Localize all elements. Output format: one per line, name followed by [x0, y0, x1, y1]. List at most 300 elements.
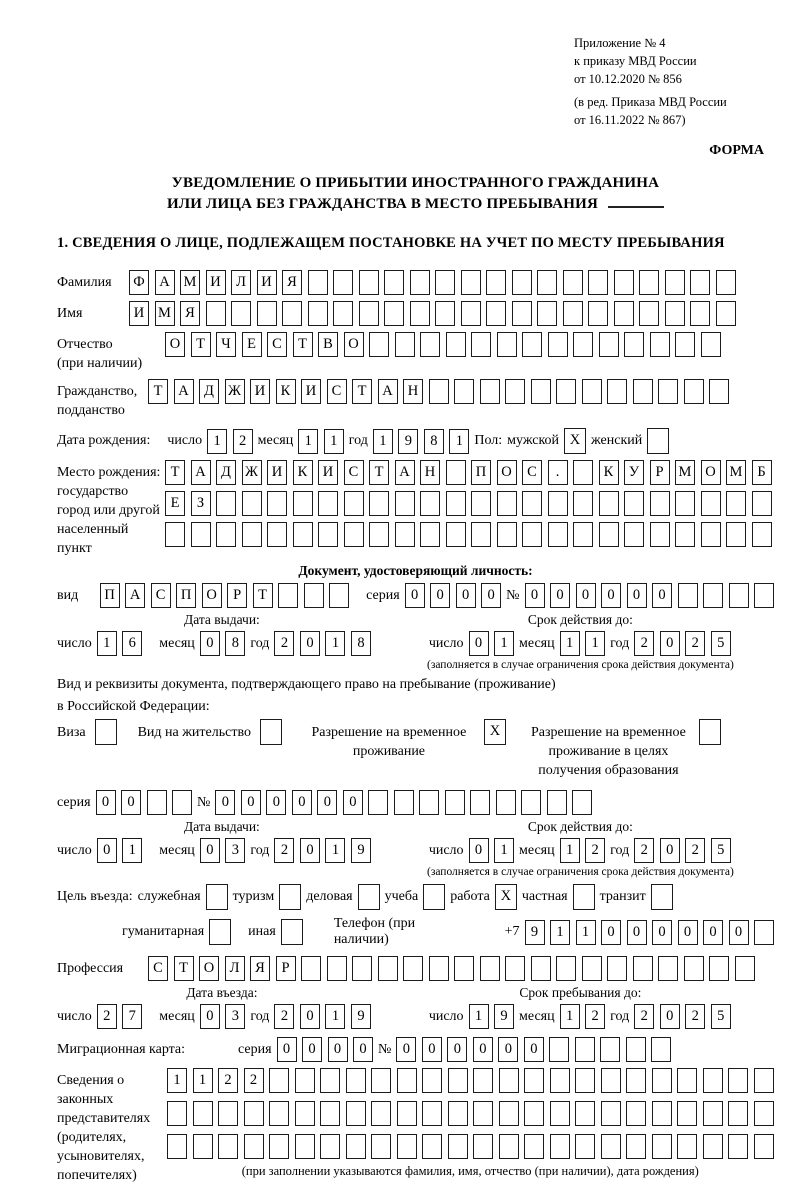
cell[interactable]	[650, 332, 670, 357]
cell[interactable]	[395, 332, 415, 357]
cell[interactable]	[601, 1068, 621, 1093]
cell[interactable]: П	[471, 460, 491, 485]
cell[interactable]: М	[180, 270, 200, 295]
cell[interactable]	[701, 332, 721, 357]
cell[interactable]	[675, 522, 695, 547]
cell[interactable]	[709, 956, 729, 981]
cell[interactable]: Т	[174, 956, 194, 981]
cell[interactable]: С	[267, 332, 287, 357]
cell[interactable]	[677, 1068, 697, 1093]
cell[interactable]	[422, 1068, 442, 1093]
cell[interactable]: 8	[351, 631, 371, 656]
cell[interactable]	[242, 522, 262, 547]
birth-day-input[interactable]	[207, 429, 253, 454]
cell[interactable]	[371, 1101, 391, 1126]
cell[interactable]: 2	[274, 838, 294, 863]
cell[interactable]: 0	[121, 790, 141, 815]
cell[interactable]	[665, 301, 685, 326]
cell[interactable]	[573, 460, 593, 485]
cell[interactable]: 2	[585, 838, 605, 863]
cell[interactable]: 0	[456, 583, 476, 608]
identity-issue-day-input[interactable]	[97, 631, 143, 656]
cell[interactable]	[678, 583, 698, 608]
cell[interactable]	[369, 491, 389, 516]
cell[interactable]	[524, 1101, 544, 1126]
cell[interactable]: 2	[634, 631, 654, 656]
cell[interactable]	[295, 1101, 315, 1126]
cell[interactable]	[344, 491, 364, 516]
cell[interactable]: 0	[300, 838, 320, 863]
cell[interactable]: Я	[250, 956, 270, 981]
identity-issue-month-input[interactable]	[200, 631, 246, 656]
cell[interactable]	[728, 1101, 748, 1126]
cell[interactable]	[599, 332, 619, 357]
cell[interactable]: 1	[560, 631, 580, 656]
cell[interactable]: С	[522, 460, 542, 485]
cell[interactable]	[524, 1068, 544, 1093]
cell[interactable]: 2	[634, 1004, 654, 1029]
cell[interactable]: 3	[225, 1004, 245, 1029]
cell[interactable]: 0	[660, 631, 680, 656]
cell[interactable]	[295, 1134, 315, 1159]
cell[interactable]	[512, 270, 532, 295]
cell[interactable]	[752, 522, 772, 547]
representatives-line3-input[interactable]	[167, 1134, 774, 1159]
visa-checkbox[interactable]	[95, 719, 117, 745]
checkbox-cell[interactable]: X	[495, 884, 517, 910]
cell[interactable]: Ж	[225, 379, 245, 404]
cell[interactable]	[346, 1068, 366, 1093]
cell[interactable]: Р	[276, 956, 296, 981]
cell[interactable]	[639, 301, 659, 326]
cell[interactable]: 0	[241, 790, 261, 815]
checkbox-cell[interactable]: X	[564, 428, 586, 454]
cell[interactable]	[397, 1134, 417, 1159]
cell[interactable]	[524, 1134, 544, 1159]
cell[interactable]	[588, 270, 608, 295]
cell[interactable]	[167, 1101, 187, 1126]
cell[interactable]	[626, 1134, 646, 1159]
cell[interactable]: 2	[244, 1068, 264, 1093]
cell[interactable]	[650, 522, 670, 547]
cell[interactable]: 0	[302, 1037, 322, 1062]
birth-month-input[interactable]	[298, 429, 344, 454]
cell[interactable]	[496, 790, 516, 815]
cell[interactable]: З	[191, 491, 211, 516]
cell[interactable]: А	[378, 379, 398, 404]
cell[interactable]	[308, 270, 328, 295]
cell[interactable]	[333, 270, 353, 295]
cell[interactable]	[333, 301, 353, 326]
cell[interactable]: И	[301, 379, 321, 404]
representatives-line2-input[interactable]	[167, 1101, 774, 1126]
cell[interactable]	[690, 301, 710, 326]
checkbox-cell[interactable]	[358, 884, 380, 910]
cell[interactable]	[269, 1134, 289, 1159]
cell[interactable]: 0	[200, 1004, 220, 1029]
cell[interactable]	[242, 491, 262, 516]
cell[interactable]	[728, 1134, 748, 1159]
cell[interactable]	[703, 1101, 723, 1126]
cell[interactable]	[218, 1134, 238, 1159]
cell[interactable]	[231, 301, 251, 326]
identity-expiry-year-input[interactable]	[634, 631, 731, 656]
cell[interactable]: 0	[96, 790, 116, 815]
cell[interactable]: 0	[430, 583, 450, 608]
cell[interactable]	[371, 1068, 391, 1093]
cell[interactable]: 2	[685, 1004, 705, 1029]
checkbox-cell[interactable]	[260, 719, 282, 745]
residence-issue-year-input[interactable]	[274, 838, 371, 863]
cell[interactable]	[572, 790, 592, 815]
cell[interactable]: 2	[685, 631, 705, 656]
identity-expiry-month-input[interactable]	[560, 631, 606, 656]
cell[interactable]: 3	[225, 838, 245, 863]
cell[interactable]	[446, 522, 466, 547]
cell[interactable]	[435, 301, 455, 326]
cell[interactable]: 1	[494, 631, 514, 656]
cell[interactable]	[471, 522, 491, 547]
cell[interactable]	[193, 1101, 213, 1126]
cell[interactable]: Б	[752, 460, 772, 485]
cell[interactable]: Р	[227, 583, 247, 608]
cell[interactable]: 0	[525, 583, 545, 608]
cell[interactable]: 0	[396, 1037, 416, 1062]
cell[interactable]	[531, 379, 551, 404]
cell[interactable]	[716, 301, 736, 326]
cell[interactable]	[295, 1068, 315, 1093]
cell[interactable]: 0	[601, 920, 621, 945]
cell[interactable]	[701, 491, 721, 516]
cell[interactable]	[556, 956, 576, 981]
cell[interactable]: П	[100, 583, 120, 608]
cell[interactable]	[550, 1068, 570, 1093]
cell[interactable]	[454, 379, 474, 404]
checkbox-cell[interactable]: X	[484, 719, 506, 745]
cell[interactable]	[216, 522, 236, 547]
cell[interactable]: К	[293, 460, 313, 485]
cell[interactable]	[395, 522, 415, 547]
birthplace-line1-input[interactable]	[165, 460, 772, 485]
cell[interactable]: Е	[165, 491, 185, 516]
cell[interactable]	[267, 522, 287, 547]
cell[interactable]: 0	[447, 1037, 467, 1062]
cell[interactable]	[754, 583, 774, 608]
cell[interactable]	[461, 270, 481, 295]
cell[interactable]	[480, 379, 500, 404]
cell[interactable]	[752, 491, 772, 516]
cell[interactable]	[658, 379, 678, 404]
cell[interactable]	[728, 1068, 748, 1093]
cell[interactable]: 1	[167, 1068, 187, 1093]
cell[interactable]: 1	[469, 1004, 489, 1029]
cell[interactable]: Н	[420, 460, 440, 485]
cell[interactable]	[582, 379, 602, 404]
cell[interactable]: 0	[215, 790, 235, 815]
cell[interactable]	[575, 1101, 595, 1126]
cell[interactable]: 1	[324, 429, 344, 454]
checkbox-cell[interactable]	[699, 719, 721, 745]
cell[interactable]: Я	[282, 270, 302, 295]
cell[interactable]: И	[129, 301, 149, 326]
purpose-work-checkbox[interactable]	[495, 884, 517, 910]
stay-until-year-input[interactable]	[634, 1004, 731, 1029]
cell[interactable]	[497, 522, 517, 547]
temp-residence-education-checkbox[interactable]	[699, 719, 721, 745]
cell[interactable]: 1	[560, 838, 580, 863]
cell[interactable]	[588, 301, 608, 326]
sex-female-checkbox[interactable]	[647, 428, 669, 454]
cell[interactable]	[244, 1134, 264, 1159]
cell[interactable]	[582, 956, 602, 981]
cell[interactable]	[652, 1101, 672, 1126]
cell[interactable]: Т	[148, 379, 168, 404]
cell[interactable]	[486, 270, 506, 295]
cell[interactable]: И	[206, 270, 226, 295]
cell[interactable]: 0	[200, 838, 220, 863]
checkbox-cell[interactable]	[647, 428, 669, 454]
cell[interactable]	[147, 790, 167, 815]
cell[interactable]: С	[344, 460, 364, 485]
cell[interactable]	[473, 1134, 493, 1159]
cell[interactable]	[318, 522, 338, 547]
cell[interactable]	[556, 379, 576, 404]
cell[interactable]: А	[191, 460, 211, 485]
cell[interactable]	[446, 491, 466, 516]
cell[interactable]: 2	[585, 1004, 605, 1029]
cell[interactable]	[320, 1068, 340, 1093]
cell[interactable]: 0	[469, 631, 489, 656]
patronymic-input[interactable]	[165, 332, 721, 357]
cell[interactable]: 2	[274, 1004, 294, 1029]
cell[interactable]	[359, 301, 379, 326]
cell[interactable]	[512, 301, 532, 326]
cell[interactable]: Д	[216, 460, 236, 485]
cell[interactable]: Т	[352, 379, 372, 404]
cell[interactable]	[257, 301, 277, 326]
cell[interactable]	[410, 301, 430, 326]
citizenship-input[interactable]	[148, 379, 729, 404]
cell[interactable]	[522, 332, 542, 357]
cell[interactable]: 0	[660, 1004, 680, 1029]
cell[interactable]: М	[726, 460, 746, 485]
purpose-other-checkbox[interactable]	[281, 919, 303, 945]
cell[interactable]: С	[148, 956, 168, 981]
cell[interactable]: Ж	[242, 460, 262, 485]
cell[interactable]: Т	[369, 460, 389, 485]
cell[interactable]	[690, 270, 710, 295]
cell[interactable]: 1	[449, 429, 469, 454]
cell[interactable]	[278, 583, 298, 608]
cell[interactable]: 1	[550, 920, 570, 945]
cell[interactable]: О	[497, 460, 517, 485]
cell[interactable]: 2	[233, 429, 253, 454]
cell[interactable]	[522, 491, 542, 516]
cell[interactable]	[633, 956, 653, 981]
cell[interactable]	[563, 301, 583, 326]
cell[interactable]: 0	[652, 583, 672, 608]
cell[interactable]	[633, 379, 653, 404]
cell[interactable]	[665, 270, 685, 295]
cell[interactable]: И	[257, 270, 277, 295]
checkbox-cell[interactable]	[95, 719, 117, 745]
phone-input[interactable]	[525, 920, 775, 945]
cell[interactable]	[308, 301, 328, 326]
cell[interactable]: О	[202, 583, 222, 608]
cell[interactable]	[531, 956, 551, 981]
purpose-study-checkbox[interactable]	[423, 884, 445, 910]
cell[interactable]	[471, 491, 491, 516]
doc-series-input[interactable]	[405, 583, 502, 608]
cell[interactable]: 0	[550, 583, 570, 608]
residence-permit-checkbox[interactable]	[260, 719, 282, 745]
cell[interactable]: 0	[405, 583, 425, 608]
cell[interactable]: О	[165, 332, 185, 357]
checkbox-cell[interactable]	[206, 884, 228, 910]
cell[interactable]	[599, 491, 619, 516]
checkbox-cell[interactable]	[573, 884, 595, 910]
cell[interactable]	[624, 522, 644, 547]
cell[interactable]: 2	[274, 631, 294, 656]
cell[interactable]: 9	[494, 1004, 514, 1029]
cell[interactable]: Т	[293, 332, 313, 357]
cell[interactable]: 0	[300, 1004, 320, 1029]
cell[interactable]: К	[276, 379, 296, 404]
cell[interactable]: 9	[351, 838, 371, 863]
cell[interactable]: 1	[325, 838, 345, 863]
cell[interactable]	[473, 1101, 493, 1126]
cell[interactable]	[614, 301, 634, 326]
purpose-business-checkbox[interactable]	[358, 884, 380, 910]
cell[interactable]: 9	[398, 429, 418, 454]
cell[interactable]: Л	[225, 956, 245, 981]
cell[interactable]	[369, 332, 389, 357]
cell[interactable]	[684, 379, 704, 404]
cell[interactable]	[448, 1068, 468, 1093]
cell[interactable]: 1	[325, 631, 345, 656]
cell[interactable]	[269, 1101, 289, 1126]
cell[interactable]	[473, 1068, 493, 1093]
cell[interactable]: 6	[122, 631, 142, 656]
birth-year-input[interactable]	[373, 429, 470, 454]
cell[interactable]: Л	[231, 270, 251, 295]
cell[interactable]: И	[267, 460, 287, 485]
cell[interactable]: 0	[200, 631, 220, 656]
residence-issue-day-input[interactable]	[97, 838, 143, 863]
cell[interactable]: 0	[498, 1037, 518, 1062]
cell[interactable]	[677, 1101, 697, 1126]
cell[interactable]	[754, 920, 774, 945]
cell[interactable]	[165, 522, 185, 547]
cell[interactable]	[537, 301, 557, 326]
cell[interactable]: 1	[494, 838, 514, 863]
cell[interactable]	[505, 956, 525, 981]
cell[interactable]	[269, 1068, 289, 1093]
cell[interactable]	[550, 1101, 570, 1126]
cell[interactable]	[327, 956, 347, 981]
cell[interactable]: 0	[601, 583, 621, 608]
cell[interactable]: С	[151, 583, 171, 608]
cell[interactable]	[420, 332, 440, 357]
cell[interactable]	[658, 956, 678, 981]
cell[interactable]	[703, 1134, 723, 1159]
cell[interactable]	[675, 491, 695, 516]
identity-expiry-day-input[interactable]	[469, 631, 515, 656]
cell[interactable]	[454, 956, 474, 981]
cell[interactable]	[729, 583, 749, 608]
cell[interactable]: 1	[373, 429, 393, 454]
cell[interactable]	[754, 1101, 774, 1126]
birthplace-line2-input[interactable]	[165, 491, 772, 516]
cell[interactable]	[448, 1101, 468, 1126]
cell[interactable]	[329, 583, 349, 608]
cell[interactable]	[206, 301, 226, 326]
cell[interactable]	[754, 1068, 774, 1093]
cell[interactable]: 0	[652, 920, 672, 945]
cell[interactable]: И	[250, 379, 270, 404]
cell[interactable]: 1	[325, 1004, 345, 1029]
cell[interactable]: М	[675, 460, 695, 485]
entry-day-input[interactable]	[97, 1004, 143, 1029]
cell[interactable]: 0	[627, 920, 647, 945]
cell[interactable]: 1	[207, 429, 227, 454]
cell[interactable]: 5	[711, 1004, 731, 1029]
cell[interactable]: 0	[266, 790, 286, 815]
cell[interactable]	[726, 491, 746, 516]
cell[interactable]	[548, 332, 568, 357]
cell[interactable]	[167, 1134, 187, 1159]
sex-male-checkbox[interactable]	[564, 428, 586, 454]
cell[interactable]	[282, 301, 302, 326]
cell[interactable]: 1	[560, 1004, 580, 1029]
cell[interactable]: 0	[660, 838, 680, 863]
cell[interactable]	[754, 1134, 774, 1159]
profession-input[interactable]	[148, 956, 755, 981]
cell[interactable]	[547, 790, 567, 815]
purpose-official-checkbox[interactable]	[206, 884, 228, 910]
cell[interactable]	[352, 956, 372, 981]
cell[interactable]	[626, 1101, 646, 1126]
cell[interactable]: 0	[97, 838, 117, 863]
cell[interactable]	[563, 270, 583, 295]
cell[interactable]	[626, 1037, 646, 1062]
cell[interactable]	[735, 956, 755, 981]
cell[interactable]: 0	[422, 1037, 442, 1062]
cell[interactable]	[172, 790, 192, 815]
cell[interactable]	[368, 790, 388, 815]
cell[interactable]	[471, 332, 491, 357]
cell[interactable]: 0	[292, 790, 312, 815]
cell[interactable]: О	[199, 956, 219, 981]
cell[interactable]	[378, 956, 398, 981]
cell[interactable]	[470, 790, 490, 815]
cell[interactable]	[191, 522, 211, 547]
cell[interactable]	[651, 1037, 671, 1062]
cell[interactable]	[521, 790, 541, 815]
cell[interactable]	[320, 1134, 340, 1159]
cell[interactable]	[429, 379, 449, 404]
cell[interactable]	[193, 1134, 213, 1159]
cell[interactable]	[677, 1134, 697, 1159]
cell[interactable]: 0	[343, 790, 363, 815]
cell[interactable]	[422, 1101, 442, 1126]
cell[interactable]	[573, 332, 593, 357]
cell[interactable]	[420, 522, 440, 547]
cell[interactable]	[403, 956, 423, 981]
cell[interactable]	[480, 956, 500, 981]
cell[interactable]	[505, 379, 525, 404]
cell[interactable]	[599, 522, 619, 547]
